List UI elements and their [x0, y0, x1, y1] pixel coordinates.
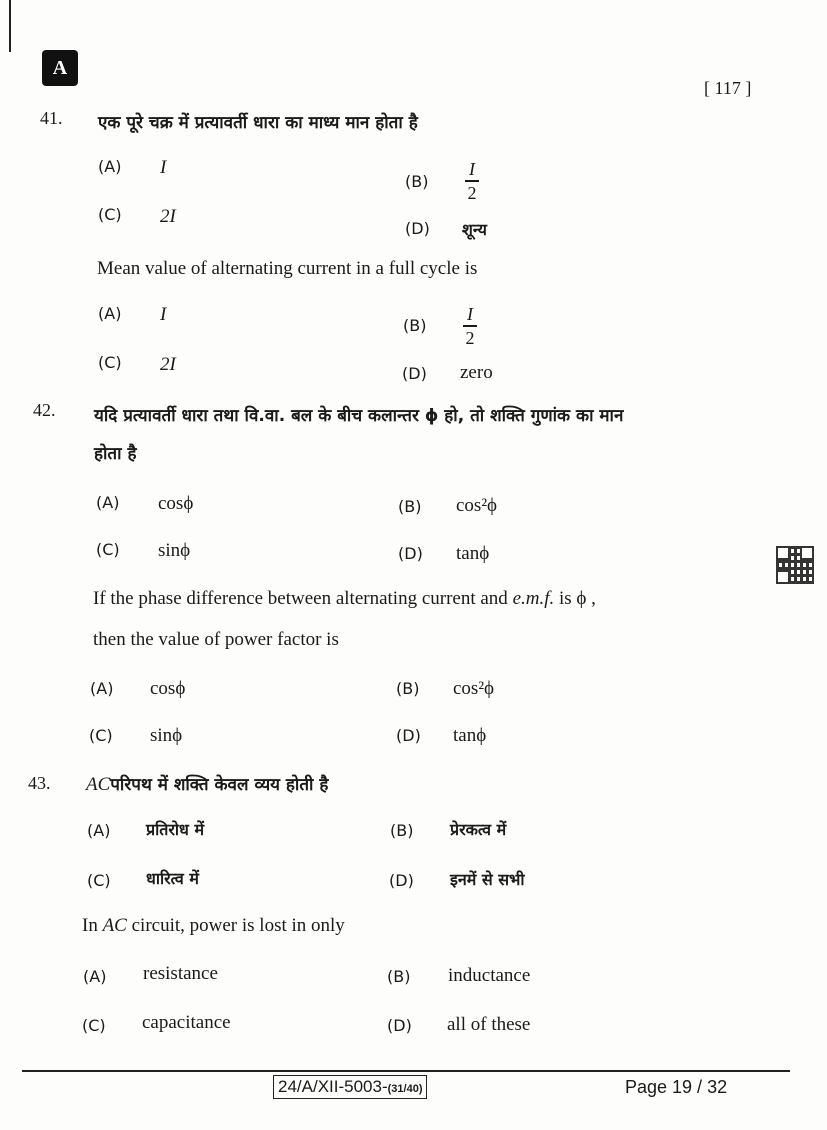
q42-en-option-b-label: (B): [396, 679, 420, 698]
question-41-english-text: Mean value of alternating current in a full cycle is: [97, 258, 478, 279]
q41-hi-option-c-label: (C): [98, 205, 122, 224]
fraction-denominator: 2: [465, 327, 475, 348]
q43-hi-option-d-label: (D): [389, 871, 414, 890]
q42-hi-option-c-label: (C): [96, 540, 120, 559]
q42-en-option-d-label: (D): [396, 726, 421, 745]
q43-hi-option-a-value: प्रतिरोध में: [146, 820, 205, 839]
question-41-number: 41.: [40, 108, 63, 128]
q41-hi-option-b-fraction: [465, 160, 479, 202]
q41-en-option-c-label: (C): [98, 353, 122, 372]
fraction-denominator: 2: [467, 182, 477, 203]
paper-code: 24/A/XII-5003-(31/40): [273, 1075, 427, 1099]
question-42-hindi-text-line2: होता है: [94, 444, 137, 464]
footer-rule: [22, 1070, 790, 1072]
q41-hi-option-a-label: (A): [98, 157, 122, 176]
q41-en-option-a-label: (A): [98, 304, 122, 323]
q43-hi-option-b-label: (B): [390, 821, 414, 840]
q42-hi-option-a-value: cosϕ: [158, 493, 194, 514]
question-42-number: 42.: [33, 400, 56, 420]
question-42-english-text-line2: then the value of power factor is: [93, 629, 339, 650]
q43-hi-option-c-value: धारित्व में: [146, 869, 199, 888]
q41-en-option-b-fraction: [463, 305, 477, 347]
question-41-hindi-text: एक पूरे चक्र में प्रत्यावर्ती धारा का माध्य मान होता है: [98, 113, 418, 133]
q43-en-option-d-label: (D): [387, 1016, 412, 1035]
fraction-numerator: I: [469, 159, 475, 179]
q41-en-option-d-value: zero: [460, 362, 493, 383]
q42-hi-option-b-label: (B): [398, 497, 422, 516]
top-page-number: [ 117 ]: [704, 78, 752, 98]
q41-hi-option-b-label: (B): [405, 172, 429, 191]
page-number: Page 19 / 32: [625, 1077, 728, 1097]
q42-hi-option-d-value: tanϕ: [456, 543, 490, 564]
q42-en-option-a-label: (A): [90, 679, 114, 698]
question-43-number: 43.: [28, 773, 51, 793]
q42-hi-option-c-value: sinϕ: [158, 540, 191, 561]
q41-hi-option-a-value: I: [160, 157, 167, 178]
q42-hi-option-a-label: (A): [96, 493, 120, 512]
question-43-english-text: In AC circuit, power is lost in only: [82, 915, 345, 936]
q41-hi-option-d-label: (D): [405, 219, 430, 238]
q43-en-option-b-label: (B): [387, 967, 411, 986]
qr-code: [776, 546, 814, 584]
q42-en-option-c-value: sinϕ: [150, 725, 183, 746]
q41-en-option-a-value: I: [160, 304, 167, 325]
q42-en-option-b-value: cos²ϕ: [453, 678, 495, 699]
q43-hi-option-a-label: (A): [87, 821, 111, 840]
margin-rule: [9, 0, 11, 52]
q43-hi-option-c-label: (C): [87, 871, 111, 890]
q43-hi-option-d-value: इनमें से सभी: [450, 870, 525, 889]
question-43-hindi-text: ACपरिपथ में शक्ति केवल व्यय होती है: [86, 774, 329, 795]
q42-en-option-c-label: (C): [89, 726, 113, 745]
q43-en-option-d-value: all of these: [447, 1014, 531, 1035]
paper-set-badge: A: [42, 50, 78, 86]
fraction-numerator: I: [467, 304, 473, 324]
q43-en-option-a-label: (A): [83, 967, 107, 986]
question-42-hindi-text-line1: यदि प्रत्यावर्ती धारा तथा वि.वा. बल के बीच कलान्तर ϕ हो, तो शक्ति गुणांक का मान: [94, 406, 624, 426]
q42-en-option-a-value: cosϕ: [150, 678, 186, 699]
q41-hi-option-d-value: शून्य: [462, 220, 487, 239]
question-42-english-text-line1: If the phase difference between alternating current and e.m.f. is ϕ ,: [93, 588, 596, 609]
q43-hi-option-b-value: प्रेरकत्व में: [450, 820, 507, 839]
q41-en-option-c-value: 2I: [160, 354, 176, 375]
q42-hi-option-d-label: (D): [398, 544, 423, 563]
q42-en-option-d-value: tanϕ: [453, 725, 487, 746]
q43-en-option-c-label: (C): [82, 1016, 106, 1035]
q43-en-option-c-value: capacitance: [142, 1012, 231, 1033]
q41-en-option-d-label: (D): [402, 364, 427, 383]
q43-en-option-a-value: resistance: [143, 963, 218, 984]
q43-en-option-b-value: inductance: [448, 965, 531, 986]
q41-hi-option-c-value: 2I: [160, 206, 176, 227]
q41-en-option-b-label: (B): [403, 316, 427, 335]
q42-hi-option-b-value: cos²ϕ: [456, 495, 498, 516]
